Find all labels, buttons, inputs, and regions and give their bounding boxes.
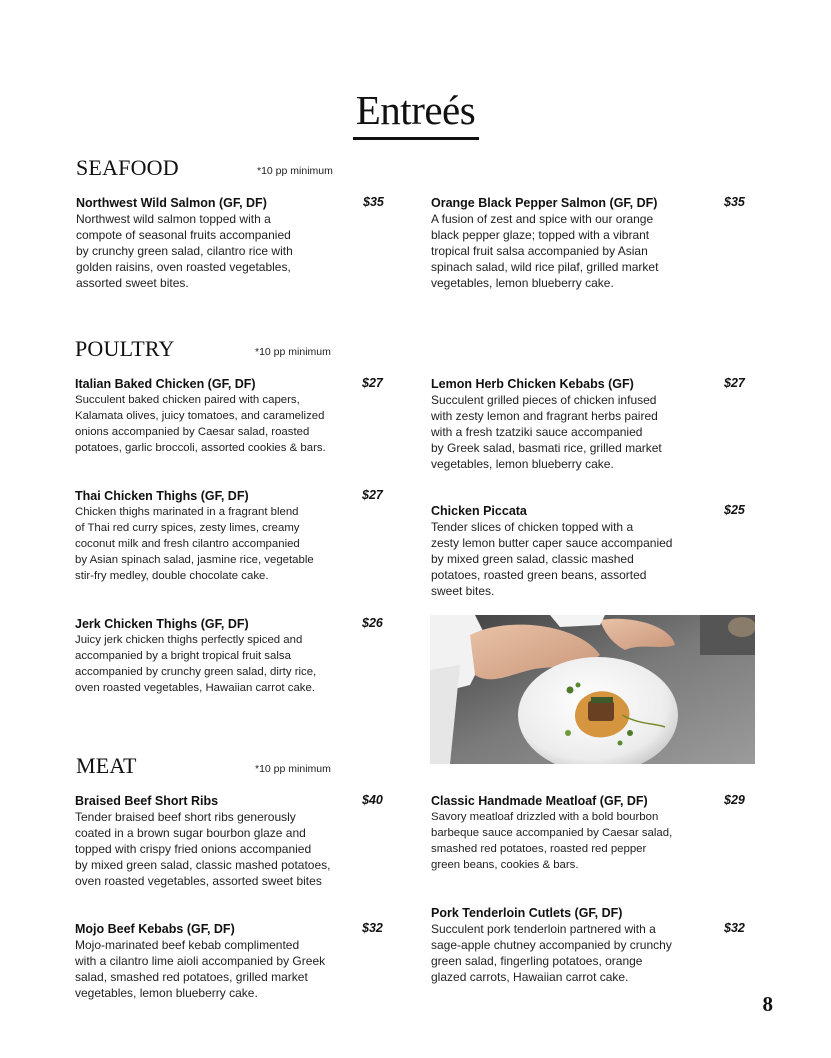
item-description: Juicy jerk chicken thighs perfectly spiced and accompanied by a bright tropical fruit salsa accompanied by crunchy green salad, dirty rice, oven roasted vegetables, Hawaiian carrot cake. xyxy=(75,634,317,694)
item-description: Tender braised beef short ribs generously coated in a brown sugar bourbon glaze and topped with crispy fried onions accompanied by mixed green salad, classic mashed potatoes, oven roasted vegetables, assorted sweet bites xyxy=(75,810,331,888)
item-description: Mojo-marinated beef kebab complimented with a cilantro lime aioli accompanied by Greek salad, smashed red potatoes, grilled market vegetables, lemon blueberry cake. xyxy=(75,938,326,1000)
item-price-thai-thighs: $27 xyxy=(362,488,383,502)
menu-item-mojo-kebabs xyxy=(75,921,350,1001)
menu-item-meatloaf xyxy=(431,793,706,873)
page-number: 8 xyxy=(762,992,773,1016)
menu-item-jerk-thighs xyxy=(75,616,360,696)
section-title-poultry: POULTRY xyxy=(75,336,175,361)
item-price-orange-salmon: $35 xyxy=(724,195,745,209)
item-description: Savory meatloaf drizzled with a bold bourbon barbeque sauce accompanied by Caesar salad, smashed red potatoes, roasted red pepper green beans, cookies & bars. xyxy=(431,811,673,871)
item-name: Thai Chicken Thighs (GF, DF) xyxy=(75,489,249,503)
item-price-lemon-herb-kebabs: $27 xyxy=(724,376,745,390)
item-price-italian-chicken: $27 xyxy=(362,376,383,390)
item-name: Classic Handmade Meatloaf (GF, DF) xyxy=(431,794,648,808)
section-title-seafood: SEAFOOD xyxy=(76,155,179,180)
item-price-chicken-piccata: $25 xyxy=(724,503,745,517)
section-title-meat: MEAT xyxy=(76,753,137,778)
menu-item-pork-cutlets xyxy=(431,905,706,985)
item-price-jerk-thighs: $26 xyxy=(362,616,383,630)
menu-item-lemon-herb-kebabs xyxy=(431,376,706,472)
item-description: Tender slices of chicken topped with a zesty lemon butter caper sauce accompanied by mixed green salad, classic mashed potatoes, roasted green beans, assorted sweet bites. xyxy=(431,520,673,598)
title-underline xyxy=(353,137,479,140)
item-price-mojo-kebabs: $32 xyxy=(362,921,383,935)
menu-item-thai-thighs xyxy=(75,488,360,584)
menu-item-short-ribs xyxy=(75,793,350,889)
item-name: Chicken Piccata xyxy=(431,504,527,518)
item-price-pork-cutlets: $32 xyxy=(724,921,745,935)
item-name: Mojo Beef Kebabs (GF, DF) xyxy=(75,922,235,936)
section-note-seafood: *10 pp minimum xyxy=(257,165,333,177)
item-name: Lemon Herb Chicken Kebabs (GF) xyxy=(431,377,634,391)
plated-dish-illustration xyxy=(430,615,755,764)
item-price-meatloaf: $29 xyxy=(724,793,745,807)
item-name: Orange Black Pepper Salmon (GF, DF) xyxy=(431,196,658,210)
item-description: Succulent baked chicken paired with capers, Kalamata olives, juicy tomatoes, and caramelized onions accompanied by Caesar salad, roasted potatoes, garlic broccoli, assorted cookies & bars. xyxy=(75,394,326,454)
item-name: Jerk Chicken Thighs (GF, DF) xyxy=(75,617,249,631)
chef-plating-photo xyxy=(430,615,755,764)
item-description: Succulent grilled pieces of chicken infused with zesty lemon and fragrant herbs paired with a fresh tzatziki sauce accompanied by Greek salad, basmati rice, grilled market vegetables, lemon blueberry cake. xyxy=(431,393,662,471)
item-description: Northwest wild salmon topped with a compote of seasonal fruits accompanied by crunchy green salad, cilantro rice with golden raisins, oven roasted vegetables, assorted sweet bites. xyxy=(76,212,293,290)
menu-item-orange-salmon xyxy=(431,195,706,291)
item-name: Italian Baked Chicken (GF, DF) xyxy=(75,377,256,391)
menu-item-chicken-piccata xyxy=(431,503,706,599)
section-note-poultry: *10 pp minimum xyxy=(255,346,331,358)
menu-item-italian-chicken xyxy=(75,376,360,456)
section-note-meat: *10 pp minimum xyxy=(255,763,331,775)
item-price-short-ribs: $40 xyxy=(362,793,383,807)
menu-item-northwest-salmon xyxy=(76,195,351,291)
item-name: Braised Beef Short Ribs xyxy=(75,794,219,808)
page-title: Entreés xyxy=(355,87,476,133)
item-description: Chicken thighs marinated in a fragrant blend of Thai red curry spices, zesty limes, creamy coconut milk and fresh cilantro accompanied by Asian spinach salad, jasmine rice, vegetable stir-fry medley, double chocolate cake. xyxy=(75,506,314,582)
item-description: A fusion of zest and spice with our orange black pepper glaze; topped with a vibrant tropical fruit salsa accompanied by Asian spinach salad, wild rice pilaf, grilled market vegetables, lemon blueberry cake. xyxy=(431,212,659,290)
item-name: Northwest Wild Salmon (GF, DF) xyxy=(76,196,267,210)
item-name: Pork Tenderloin Cutlets (GF, DF) xyxy=(431,906,623,920)
item-description: Succulent pork tenderloin partnered with a sage-apple chutney accompanied by crunchy green salad, fingerling potatoes, orange glazed carrots, Hawaiian carrot cake. xyxy=(431,922,672,984)
item-price-northwest-salmon: $35 xyxy=(363,195,384,209)
